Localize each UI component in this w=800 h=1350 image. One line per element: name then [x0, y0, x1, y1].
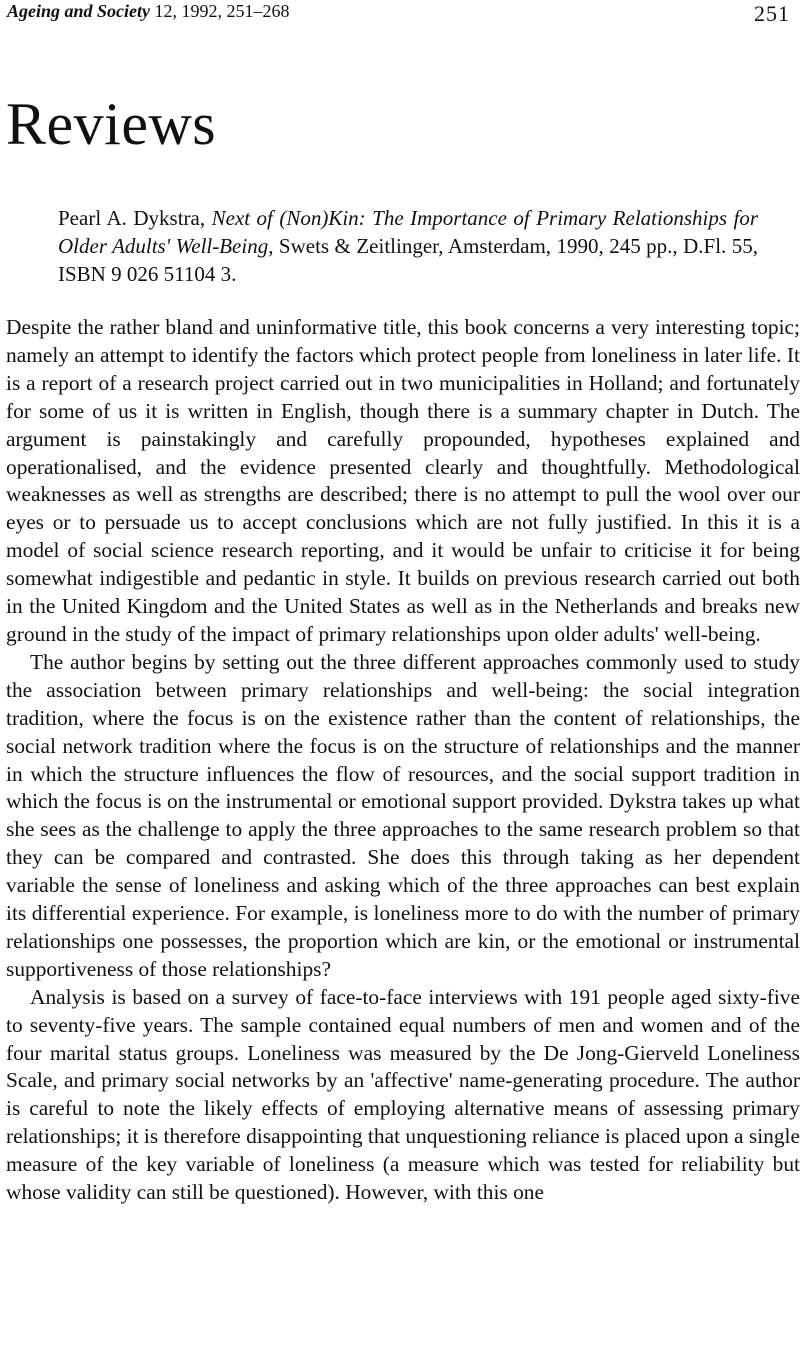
running-head: [7, 0, 290, 22]
review-paragraph-1: Despite the rather bland and uninformative title, this book concerns a very interesting topic; namely an attempt to identify the factors which protect people from loneliness in later life. It is a report of a research project carried out in two municipalities in Holland; and fortunately for some of us it is written in English, though there is a summary chapter in Dutch. The argument is painstakingly and carefully propounded, hypotheses explained and operationalised, and the evidence presented clearly and thoughtfully. Methodological weaknesses as well as strengths are described; there is no attempt to pull the wool over our eyes or to persuade us to accept conclusions which are not fully justified. In this it is a model of social science research reporting, and it would be unfair to criticise it for being somewhat indigestible and pedantic in style. It builds on previous research carried out both in the United Kingdom and the United States as well as in the Netherlands and breaks new ground in the study of the impact of primary relationships upon older adults' well-being.: [6, 315, 800, 646]
book-title: Next of (Non)Kin: The Importance of Primary Relationships for Older Adults' Well-Being: [58, 206, 758, 258]
book-publication-details: , Swets & Zeitlinger, Amsterdam, 1990, 245 pp., D.Fl. 55, ISBN 9 026 51104 3.: [58, 234, 758, 286]
book-citation: [58, 204, 758, 288]
book-author: Pearl A. Dykstra,: [58, 206, 206, 230]
journal-name: Ageing and Society: [7, 1, 150, 21]
review-paragraph-2: The author begins by setting out the three different approaches commonly used to study the association between primary relationships and well-being: the social integration tradition, where the focus is on the existence rather than the content of relationships, the social network tradition where the focus is on the structure of relationships and the manner in which the structure influences the flow of resources, and the social support tradition in which the focus is on the instrumental or emotional support provided. Dykstra takes up what she sees as the challenge to apply the three approaches to the same research problem so that they can be compared and contrasted. She does this through taking as her dependent variable the sense of loneliness and asking which of the three approaches can best explain its differential experience. For example, is loneliness more to do with the number of primary relationships one possesses, the proportion which are kin, or the emotional or instrumental supportiveness of those relationships?: [6, 649, 800, 981]
review-paragraph-3: Analysis is based on a survey of face-to-face interviews with 191 people aged sixty-five to seventy-five years. The sample contained equal numbers of men and women and of the four marital status groups. Loneliness was measured by the De Jong-Gierveld Loneliness Scale, and primary social networks by an 'affective' name-generating procedure. The author is careful to note the likely effects of employing alternative means of assessing primary relationships; it is therefore disappointing that unquestioning reliance is placed upon a single measure of the key variable of loneliness (a measure which was tested for reliability but whose validity can still be questioned). However, with this one: [6, 984, 800, 1205]
review-body: [6, 314, 800, 1207]
page-number: 251: [754, 1, 790, 26]
journal-citation: 12, 1992, 251–268: [154, 1, 290, 21]
section-title: Reviews: [6, 91, 217, 157]
